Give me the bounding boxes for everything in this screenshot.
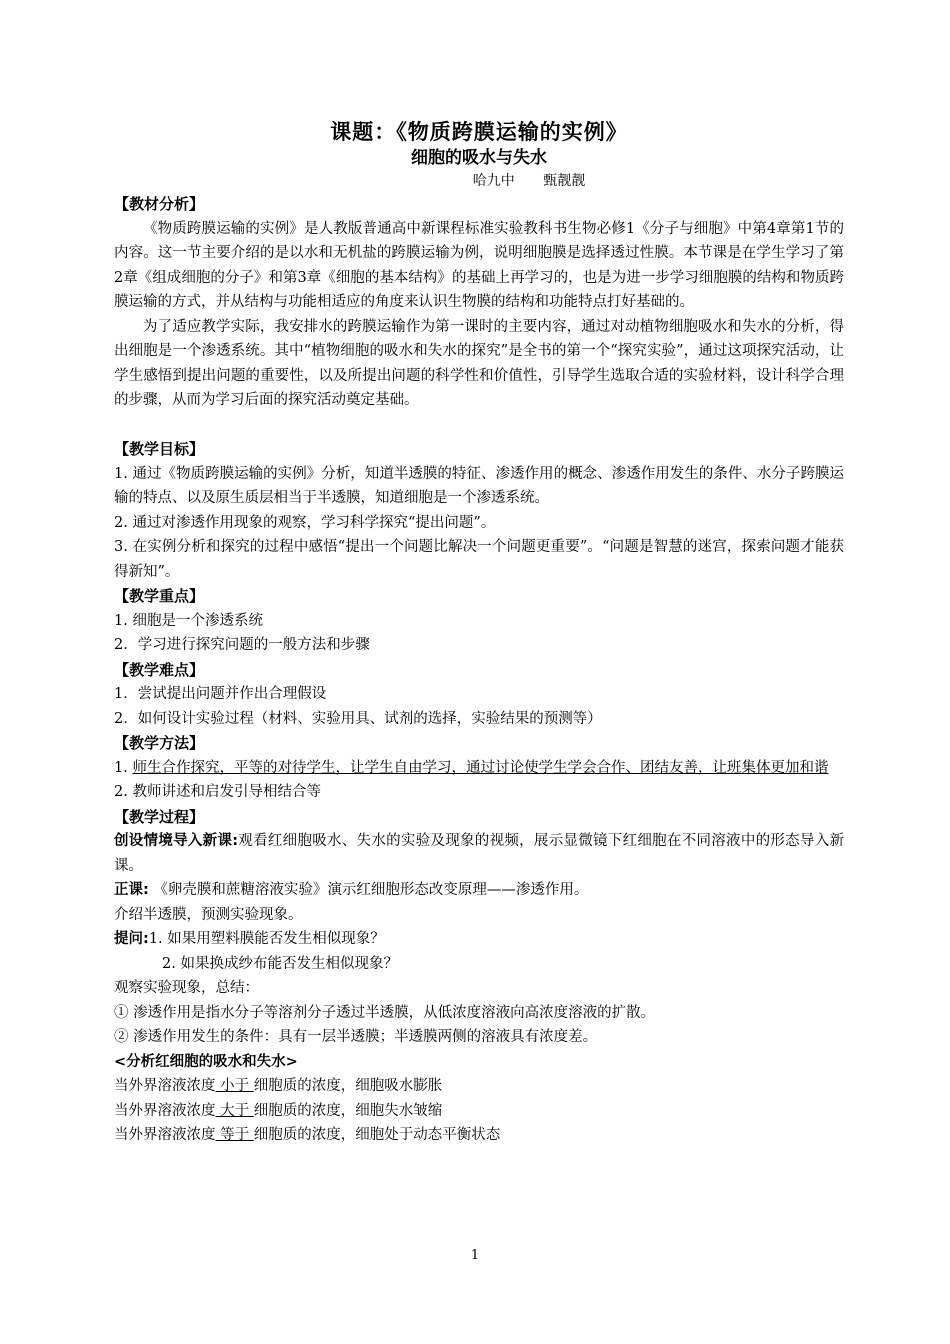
page-number: 1 bbox=[470, 1248, 480, 1263]
difficulty-item: 2．如何设计实验过程（材料、实验用具、试剂的选择，实验结果的预测等） bbox=[114, 710, 602, 727]
key-point-item: 1. 细胞是一个渗透系统 bbox=[114, 612, 263, 629]
case-blank: 等于 bbox=[215, 1127, 254, 1143]
process-intro-label: 创设情境导入新课: bbox=[114, 833, 239, 849]
section-heading-difficulties: 【教学难点】 bbox=[114, 660, 205, 679]
process-question-label: 提问: bbox=[114, 931, 149, 947]
goal-item: 3. 在实例分析和探究的过程中感悟“提出一个问题比解决一个问题更重要”。“问题是智慧的迷宫，探索问题才能获得新知”。 bbox=[114, 539, 844, 580]
goal-item: 1. 通过《物质跨膜运输的实例》分析，知道半透膜的特征、渗透作用的概念、渗透作用发生的条件、水分子跨膜运输的特点、以及原生质层相当于半透膜，知道细胞是一个渗透系统。 bbox=[114, 465, 844, 506]
case-blank: 大于 bbox=[215, 1102, 254, 1119]
process-conclusion: ② 渗透作用发生的条件：具有一层半透膜；半透膜两侧的溶液具有浓度差。 bbox=[114, 1029, 598, 1045]
author-line: 哈九中 甄靓靓 bbox=[472, 173, 586, 189]
case-suffix: 细胞质的浓度，细胞处于动态平衡状态 bbox=[253, 1127, 501, 1143]
document-title: 课题：《物质跨膜运输的实例》 bbox=[330, 119, 628, 144]
analysis-paragraph-2: 为了适应教学实际，我安排水的跨膜运输作为第一课时的主要内容，通过对动植物细胞吸水和失水的分析，得出细胞是一个渗透系统。其中“植物细胞的吸水和失水的探究”是全书的第一个“探究实验”，通过这项探究活动，让学生感悟到提出问题的重要性，以及所提出问题的科学性和价值性，引导学生选取合适的实验材料，设计科学合理的步骤，从而为学习后面的探究活动奠定基础。 bbox=[114, 318, 844, 408]
process-line: 观察实验现象，总结： bbox=[114, 980, 259, 996]
case-blank: 小于 bbox=[215, 1078, 254, 1094]
process-question-2: 2. 如果换成纱布能否发生相似现象？ bbox=[162, 955, 398, 972]
process-question bbox=[114, 927, 844, 952]
section-heading-key-points: 【教学重点】 bbox=[114, 587, 205, 605]
key-point-item: 2．学习进行探究问题的一般方法和步骤 bbox=[114, 637, 370, 653]
process-lesson-text: 《卵壳膜和蔗糖溶液实验》演示红细胞形态改变原理——渗透作用。 bbox=[148, 882, 589, 898]
section-heading-methods: 【教学方法】 bbox=[114, 734, 205, 752]
section-heading-goals: 【教学目标】 bbox=[114, 440, 205, 458]
goal-item: 2. 通过对渗透作用现象的观察，学习科学探究“提出问题”。 bbox=[114, 514, 496, 531]
case-line bbox=[114, 1123, 844, 1148]
method-item-underlined-text: 师生合作探究，平等的对待学生，让学生自由学习，通过讨论使学生学会合作、团结友善，让班集体更加和谐 bbox=[132, 759, 829, 776]
method-item: 2. 教师讲述和启发引导相结合等 bbox=[114, 784, 321, 800]
case-line bbox=[114, 1099, 844, 1124]
document-page bbox=[114, 118, 844, 1148]
case-line bbox=[114, 1074, 844, 1099]
process-intro-text: 观看红细胞吸水、失水的实验及现象的视频，展示显微镜下红细胞在不同溶液中的形态导入新课。 bbox=[114, 833, 844, 874]
case-prefix: 当外界溶液浓度 bbox=[114, 1102, 216, 1119]
case-prefix: 当外界溶液浓度 bbox=[114, 1127, 216, 1143]
case-suffix: 细胞质的浓度，细胞失水皱缩 bbox=[253, 1102, 443, 1119]
method-item bbox=[114, 756, 844, 781]
process-lesson-label: 正课: bbox=[114, 882, 149, 898]
method-item-number: 1. bbox=[114, 759, 133, 776]
process-line: 介绍半透膜，预测实验现象。 bbox=[114, 906, 303, 923]
case-suffix: 细胞质的浓度，细胞吸水膨胀 bbox=[253, 1078, 443, 1094]
analysis-paragraph-1: 《物质跨膜运输的实例》是人教版普通高中新课程标准实验教科书生物必修1《分子与细胞》中第4章第1节的内容。这一节主要介绍的是以水和无机盐的跨膜运输为例，说明细胞膜是选择透过性膜。本节课是在学生学习了第2章《组成细胞的分子》和第3章《细胞的基本结构》的基础上再学习的，也是为进一步学习细胞膜的结构和物质跨膜运输的方式，并从结构与功能相适应的角度来认识生物膜的结构和功能特点打好基础的。 bbox=[114, 220, 844, 310]
difficulty-item: 1．尝试提出问题并作出合理假设 bbox=[114, 686, 327, 702]
section-heading-process: 【教学过程】 bbox=[114, 807, 205, 826]
case-prefix: 当外界溶液浓度 bbox=[114, 1078, 216, 1094]
process-sub-heading: <分析红细胞的吸水和失水> bbox=[114, 1053, 298, 1070]
blank-line bbox=[114, 413, 844, 438]
process-question-1: 1. 如果用塑料膜能否发生相似现象？ bbox=[148, 931, 385, 947]
document-subtitle: 细胞的吸水与失水 bbox=[411, 148, 547, 168]
process-conclusion: ① 渗透作用是指水分子等溶剂分子透过半透膜，从低浓度溶液向高浓度溶液的扩散。 bbox=[114, 1004, 656, 1021]
section-heading-analysis: 【教材分析】 bbox=[114, 195, 205, 213]
process-intro bbox=[114, 829, 844, 878]
process-lesson bbox=[114, 878, 844, 903]
